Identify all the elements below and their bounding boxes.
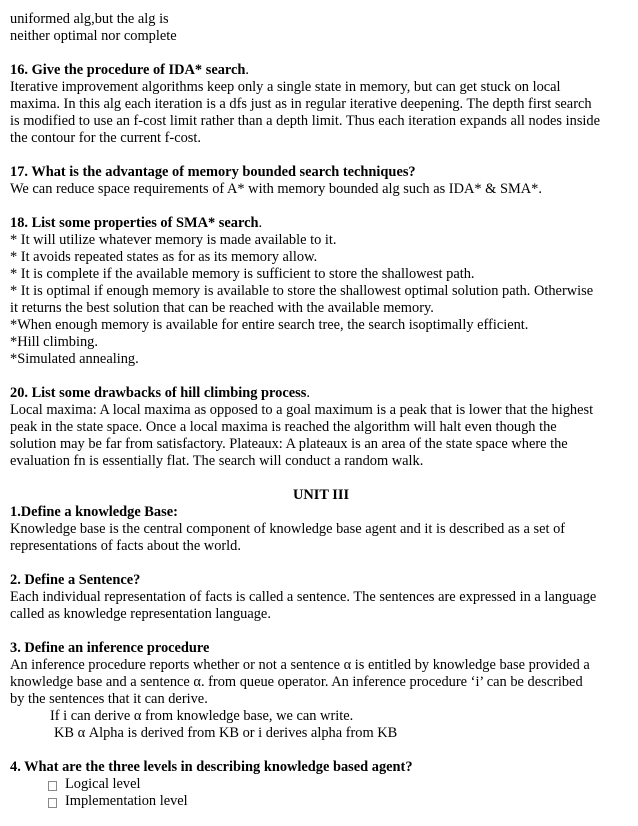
unit-heading: UNIT III [292,487,350,503]
body-line: * It is optimal if enough memory is available to store the shallowest optimal solution path. Otherwise [10,283,594,299]
unit-question-1-title: 1.Define a knowledge Base: [10,504,178,520]
body-line: Local maxima: A local maxima as opposed to a goal maximum is a peak that is lower that the highest [10,402,594,418]
intro-line: neither optimal nor complete [10,28,177,44]
document-page [10,11,632,810]
body-line: An inference procedure reports whether or not a sentence α is entitled by knowledge base provided a [10,657,590,673]
body-line: maxima. In this alg each iteration is a dfs just as in regular iterative deepening. The depth first search [10,96,592,112]
question-20: 20. List some drawbacks of hill climbing process. [10,385,310,401]
question-17-title: 17. What is the advantage of memory bounded search techniques? [10,164,416,180]
body-line: Knowledge base is the central component of knowledge base agent and it is described as a set of [10,521,566,537]
square-bullet-icon [48,781,57,791]
body-line: *Hill climbing. [10,334,98,350]
body-line: evaluation fn is essentially flat. The search will conduct a random walk. [10,453,424,469]
bullet-item: Implementation level [10,793,632,810]
body-line: *When enough memory is available for entire search tree, the search isoptimally efficient. [10,317,529,333]
question-16: 16. Give the procedure of IDA* search. [10,62,250,78]
unit-question-2-title: 2. Define a Sentence? [10,572,141,588]
unit-question-3-title: 3. Define an inference procedure [10,640,210,656]
indented-line: If i can derive α from knowledge base, we can write. [50,708,354,724]
body-line: knowledge base and a sentence α. from queue operator. An inference procedure ‘i’ can be described [10,674,583,690]
body-line: solution may be far from satisfactory. Plateaux: A plateaux is an area of the state space where the [10,436,568,452]
body-line: representations of facts about the world. [10,538,241,554]
body-line: it returns the best solution that can be reached with the available memory. [10,300,434,316]
question-20-title: 20. List some drawbacks of hill climbing process [10,385,307,401]
question-16-title: 16. Give the procedure of IDA* search [10,62,246,78]
question-18: 18. List some properties of SMA* search. [10,215,263,231]
intro-line: uniformed alg,but the alg is [10,11,169,27]
body-line: We can reduce space requirements of A* with memory bounded alg such as IDA* & SMA*. [10,181,542,197]
body-line: is modified to use an f-cost limit rather than a depth limit. Thus each iteration expands all nodes inside [10,113,601,129]
body-line: * It avoids repeated states as for as its memory allow. [10,249,318,265]
body-line: * It is complete if the available memory is sufficient to store the shallowest path. [10,266,475,282]
bullet-item: Logical level [10,776,632,793]
square-bullet-icon [48,798,57,808]
body-line: by the sentences that it can derive. [10,691,208,707]
body-line: Iterative improvement algorithms keep only a single state in memory, but can get stuck on local [10,79,561,95]
unit-question-4-title: 4. What are the three levels in describing knowledge based agent? [10,759,413,775]
body-line: the contour for the current f-cost. [10,130,201,146]
indented-line: KB α Alpha is derived from KB or i derives alpha from KB [54,725,398,741]
question-18-title: 18. List some properties of SMA* search [10,215,259,231]
body-line: * It will utilize whatever memory is made available to it. [10,232,337,248]
body-line: peak in the state space. Once a local maxima is reached the algorithm will halt even though the [10,419,557,435]
body-line: *Simulated annealing. [10,351,139,367]
body-line: called as knowledge representation language. [10,606,271,622]
body-line: Each individual representation of facts is called a sentence. The sentences are expressed in a language [10,589,597,605]
